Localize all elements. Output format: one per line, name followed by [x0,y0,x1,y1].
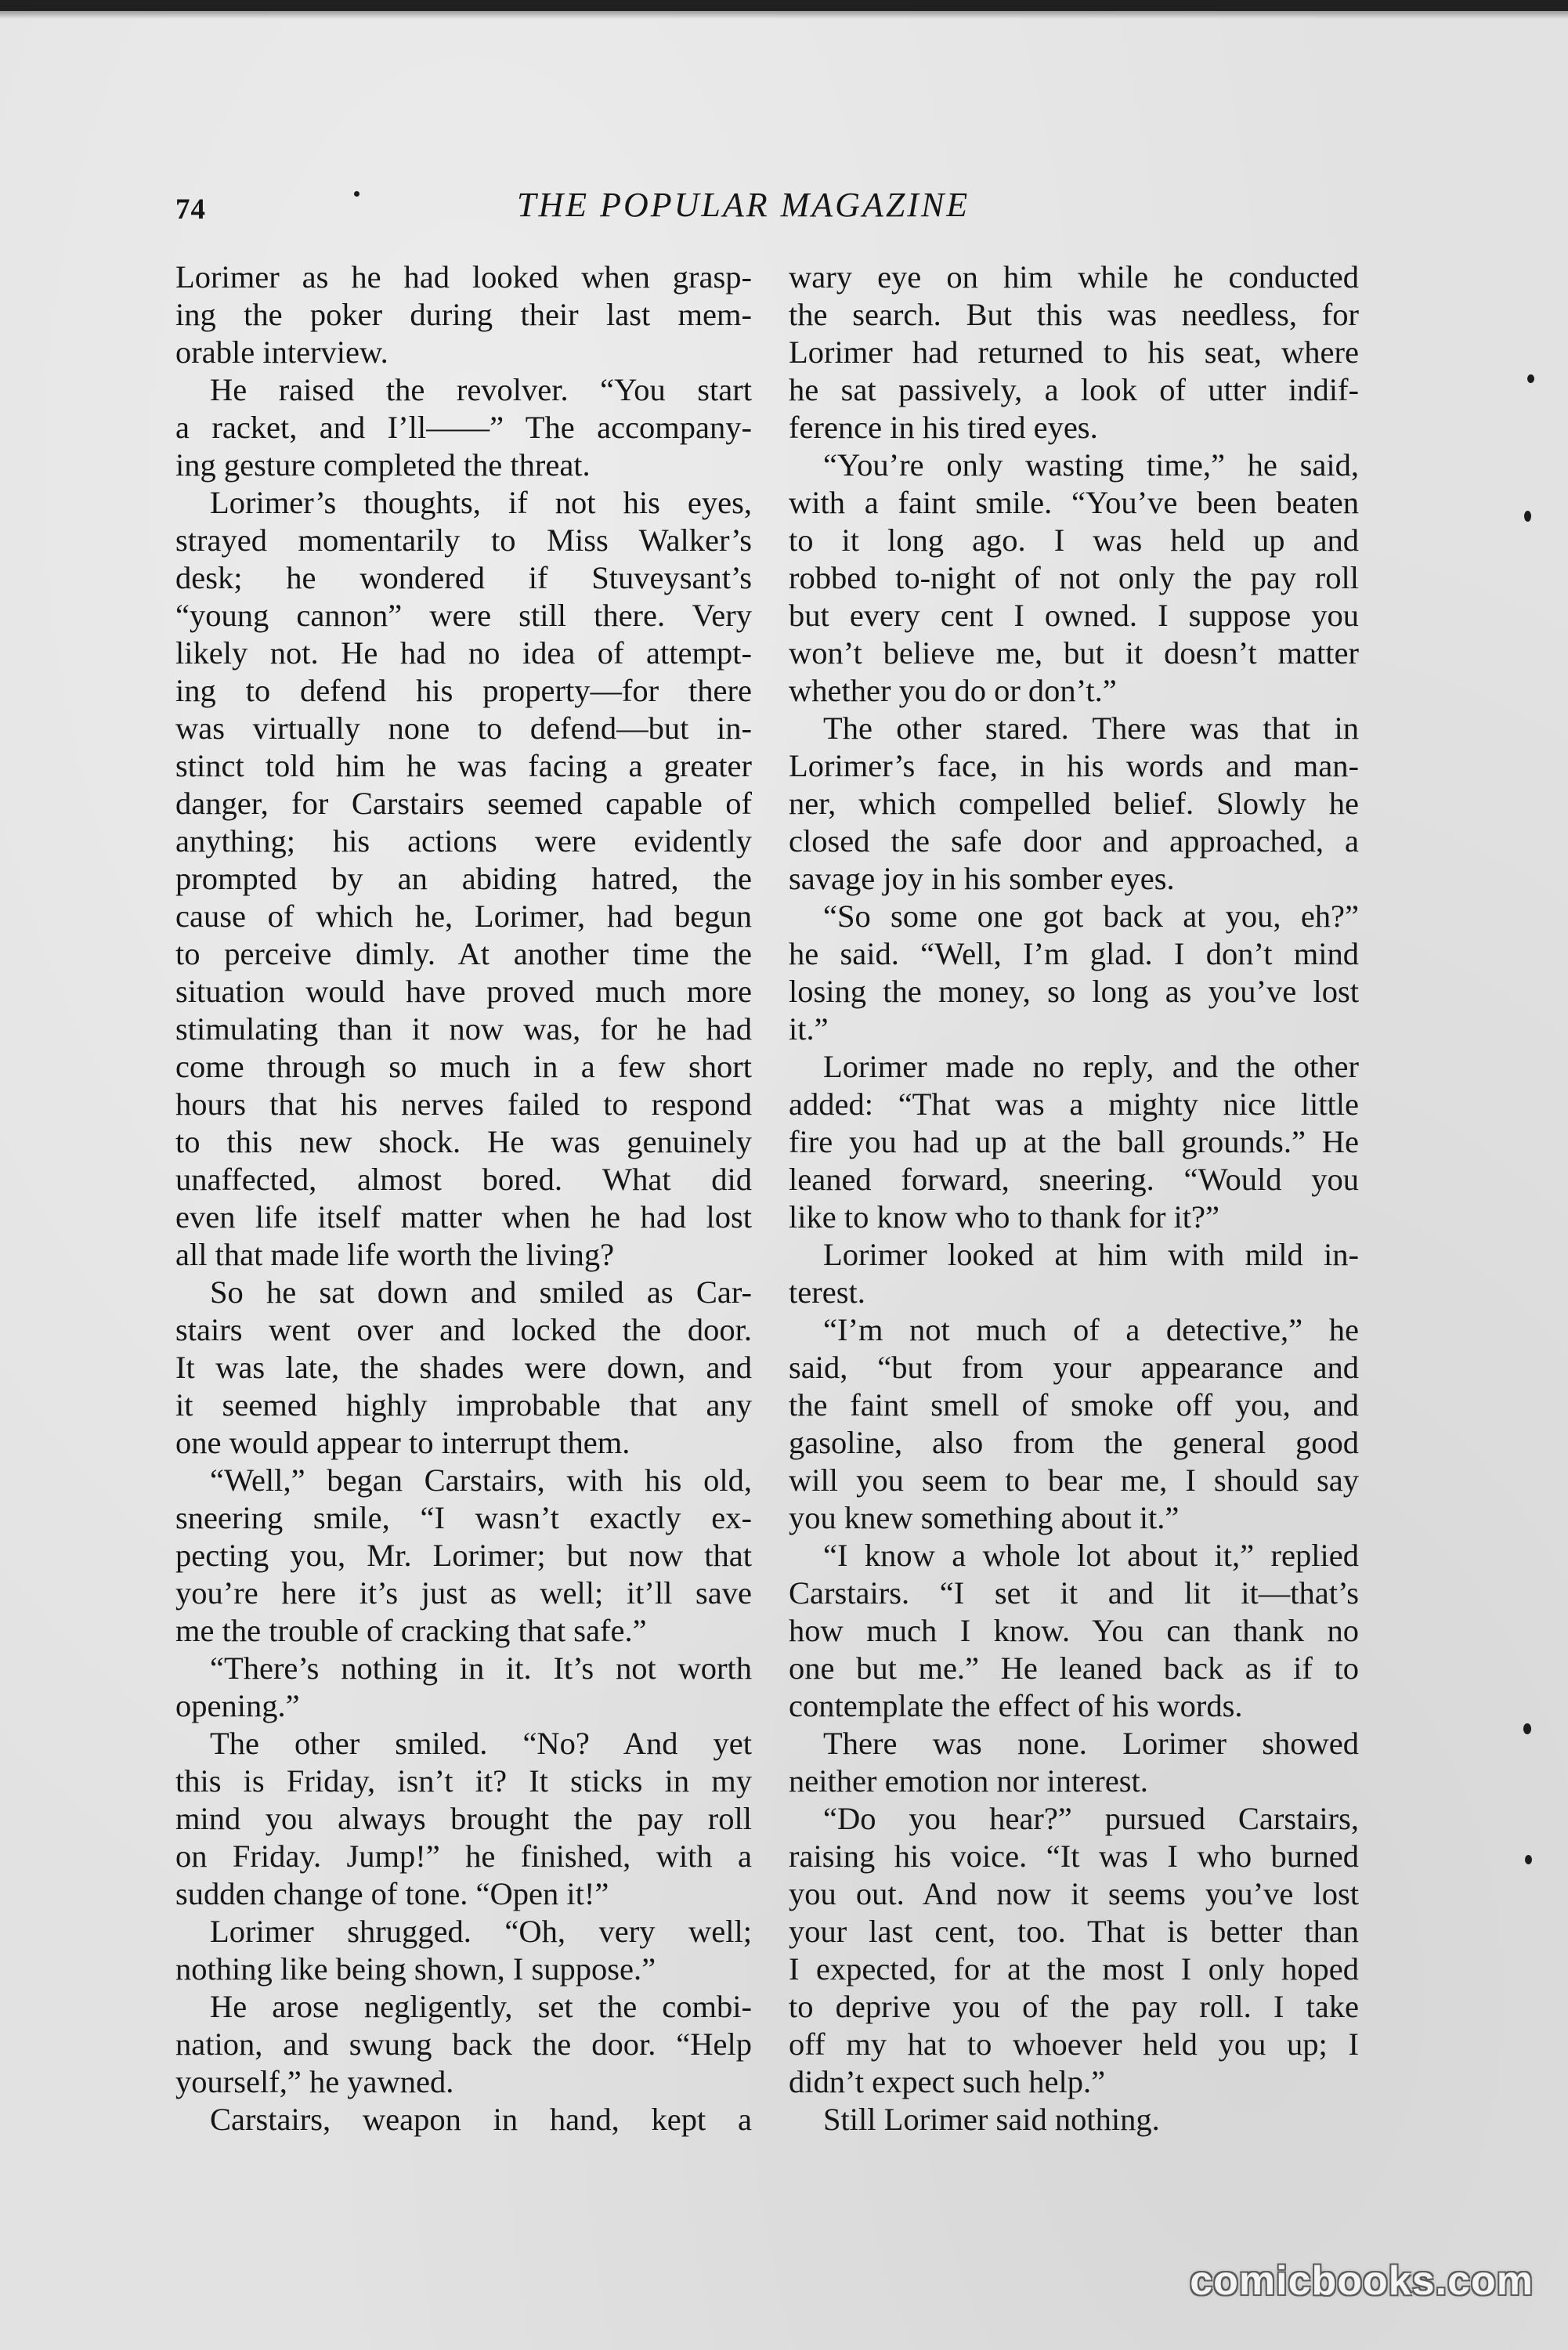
text-line: danger, for Carstairs seemed capable of [175,786,752,821]
text-column-left [175,258,752,2138]
text-line: he said. “Well, I’m glad. I don’t mind [789,936,1359,971]
text-line: robbed to-night of not only the pay roll [789,560,1359,595]
text-line: with a faint smile. “You’ve been beaten [789,485,1359,520]
magazine-title: THE POPULAR MAGAZINE [517,186,970,224]
text-line: the faint smell of smoke off you, and [789,1387,1359,1423]
text-line: ference in his tired eyes. [789,410,1098,445]
text-line: Lorimer looked at him with mild in- [823,1237,1359,1272]
text-line: sudden change of tone. “Open it!” [175,1876,609,1911]
text-line: stimulating than it now was, for he had [175,1011,752,1047]
text-line: ing gesture completed the threat. [175,447,591,483]
text-line: desk; he wondered if Stuveysant’s [175,560,752,595]
text-line: whether you do or don’t.” [789,673,1117,708]
text-line: yourself,” he yawned. [175,2064,454,2099]
text-line: how much I know. You can thank no [789,1613,1359,1648]
text-line: There was none. Lorimer showed [823,1726,1359,1761]
text-line: you knew something about it.” [789,1500,1180,1535]
text-line: you out. And now it seems you’ve lost [789,1876,1359,1911]
text-line: “Well,” began Carstairs, with his old, [210,1462,752,1498]
text-line: was virtually none to defend—but in- [175,710,752,746]
paper-speck [1524,511,1531,522]
text-line: closed the safe door and approached, a [789,823,1359,859]
text-line: raising his voice. “It was I who burned [789,1838,1359,1874]
text-line: Carstairs. “I set it and lit it—that’s [789,1575,1359,1611]
text-line: Carstairs, weapon in hand, kept a [210,2102,752,2137]
text-line: me the trouble of cracking that safe.” [175,1613,647,1648]
text-line: ner, which compelled belief. Slowly he [789,786,1359,821]
text-line: prompted by an abiding hatred, the [175,861,752,896]
watermark-logo: comicbooks.com [1190,2258,1534,2304]
text-line: hours that his nerves failed to respond [175,1086,752,1122]
text-line: stinct told him he was facing a greater [175,748,752,783]
page-top-edge-shadow [0,11,1568,19]
text-line: I expected, for at the most I only hoped [789,1951,1359,1987]
text-line: ing to defend his property—for there [175,673,752,708]
text-line: one but me.” He leaned back as if to [789,1650,1359,1686]
text-line: The other smiled. “No? And yet [210,1726,752,1761]
text-line: anything; his actions were evidently [175,823,752,859]
text-line: “You’re only wasting time,” he said, [823,447,1359,483]
text-line: you’re here it’s just as well; it’ll save [175,1575,752,1611]
text-line: added: “That was a mighty nice little [789,1086,1359,1122]
text-line: fire you had up at the ball grounds.” He [789,1124,1359,1159]
text-line: stairs went over and locked the door. [175,1312,752,1347]
text-line: ing the poker during their last mem- [175,297,752,332]
text-line: even life itself matter when he had lost [175,1199,752,1235]
text-line: unaffected, almost bored. What did [175,1162,752,1197]
text-line: pecting you, Mr. Lorimer; but now that [175,1538,752,1573]
text-line: it seemed highly improbable that any [175,1387,752,1423]
paper-speck [1527,374,1534,383]
text-line: to perceive dimly. At another time the [175,936,752,971]
text-line: your last cent, too. That is better than [789,1914,1359,1949]
text-line: Still Lorimer said nothing. [823,2102,1160,2137]
text-line: contemplate the effect of his words. [789,1688,1243,1723]
text-line: The other stared. There was that in [823,710,1359,746]
text-line: “I’m not much of a detective,” he [823,1312,1359,1347]
text-line: Lorimer as he had looked when grasp- [175,259,752,295]
text-line: strayed momentarily to Miss Walker’s [175,522,752,558]
text-line: said, “but from your appearance and [789,1350,1359,1385]
text-line: the search. But this was needless, for [789,297,1359,332]
page-top-edge [0,0,1568,11]
text-line: losing the money, so long as you’ve lost [789,974,1359,1009]
text-line: nation, and swung back the door. “Help [175,2026,752,2062]
text-line: Lorimer shrugged. “Oh, very well; [210,1914,752,1949]
text-line: all that made life worth the living? [175,1237,615,1272]
text-line: wary eye on him while he conducted [789,259,1359,295]
text-line: won’t believe me, but it doesn’t matter [789,635,1359,671]
text-line: He arose negligently, set the combi- [210,1989,752,2024]
text-line: terest. [789,1274,865,1310]
text-line: will you seem to bear me, I should say [789,1462,1359,1498]
text-line: he sat passively, a look of utter indif- [789,372,1359,407]
text-line: this is Friday, isn’t it? It sticks in my [175,1763,752,1799]
paper-speck [354,191,359,197]
paper-speck [1525,1855,1532,1864]
text-line: cause of which he, Lorimer, had begun [175,898,752,934]
page-number: 74 [175,193,206,226]
text-line: it.” [789,1011,829,1047]
text-line: It was late, the shades were down, and [175,1350,752,1385]
text-line: “Do you hear?” pursued Carstairs, [823,1801,1359,1836]
text-line: one would appear to interrupt them. [175,1425,630,1460]
text-line: “young cannon” were still there. Very [175,598,752,633]
text-line: “I know a whole lot about it,” replied [823,1538,1359,1573]
text-line: nothing like being shown, I suppose.” [175,1951,656,1987]
text-line: “There’s nothing in it. It’s not worth [210,1650,752,1686]
text-line: to it long ago. I was held up and [789,522,1359,558]
text-line: like to know who to thank for it?” [789,1199,1220,1235]
text-line: Lorimer’s face, in his words and man- [789,748,1359,783]
text-line: situation would have proved much more [175,974,752,1009]
text-line: Lorimer had returned to his seat, where [789,334,1359,370]
text-line: Lorimer’s thoughts, if not his eyes, [210,485,752,520]
text-line: on Friday. Jump!” he finished, with a [175,1838,752,1874]
running-head [175,185,1358,240]
text-line: to this new shock. He was genuinely [175,1124,752,1159]
text-line: So he sat down and smiled as Car- [210,1274,752,1310]
text-column-right [789,258,1359,2138]
text-line: a racket, and I’ll——” The accompany- [175,410,752,445]
text-line: but every cent I owned. I suppose you [789,598,1359,633]
text-line: opening.” [175,1688,300,1723]
text-line: He raised the revolver. “You start [210,372,752,407]
paper-speck [1523,1723,1531,1734]
text-line: “So some one got back at you, eh?” [823,898,1359,934]
text-line: likely not. He had no idea of attempt- [175,635,752,671]
text-line: Lorimer made no reply, and the other [823,1049,1359,1084]
text-line: orable interview. [175,334,388,370]
text-line: off my hat to whoever held you up; I [789,2026,1359,2062]
text-line: gasoline, also from the general good [789,1425,1359,1460]
text-line: mind you always brought the pay roll [175,1801,752,1836]
text-line: savage joy in his somber eyes. [789,861,1175,896]
text-line: come through so much in a few short [175,1049,752,1084]
text-line: sneering smile, “I wasn’t exactly ex- [175,1500,752,1535]
text-line: neither emotion nor interest. [789,1763,1148,1799]
text-line: didn’t expect such help.” [789,2064,1106,2099]
text-line: leaned forward, sneering. “Would you [789,1162,1359,1197]
text-line: to deprive you of the pay roll. I take [789,1989,1359,2024]
